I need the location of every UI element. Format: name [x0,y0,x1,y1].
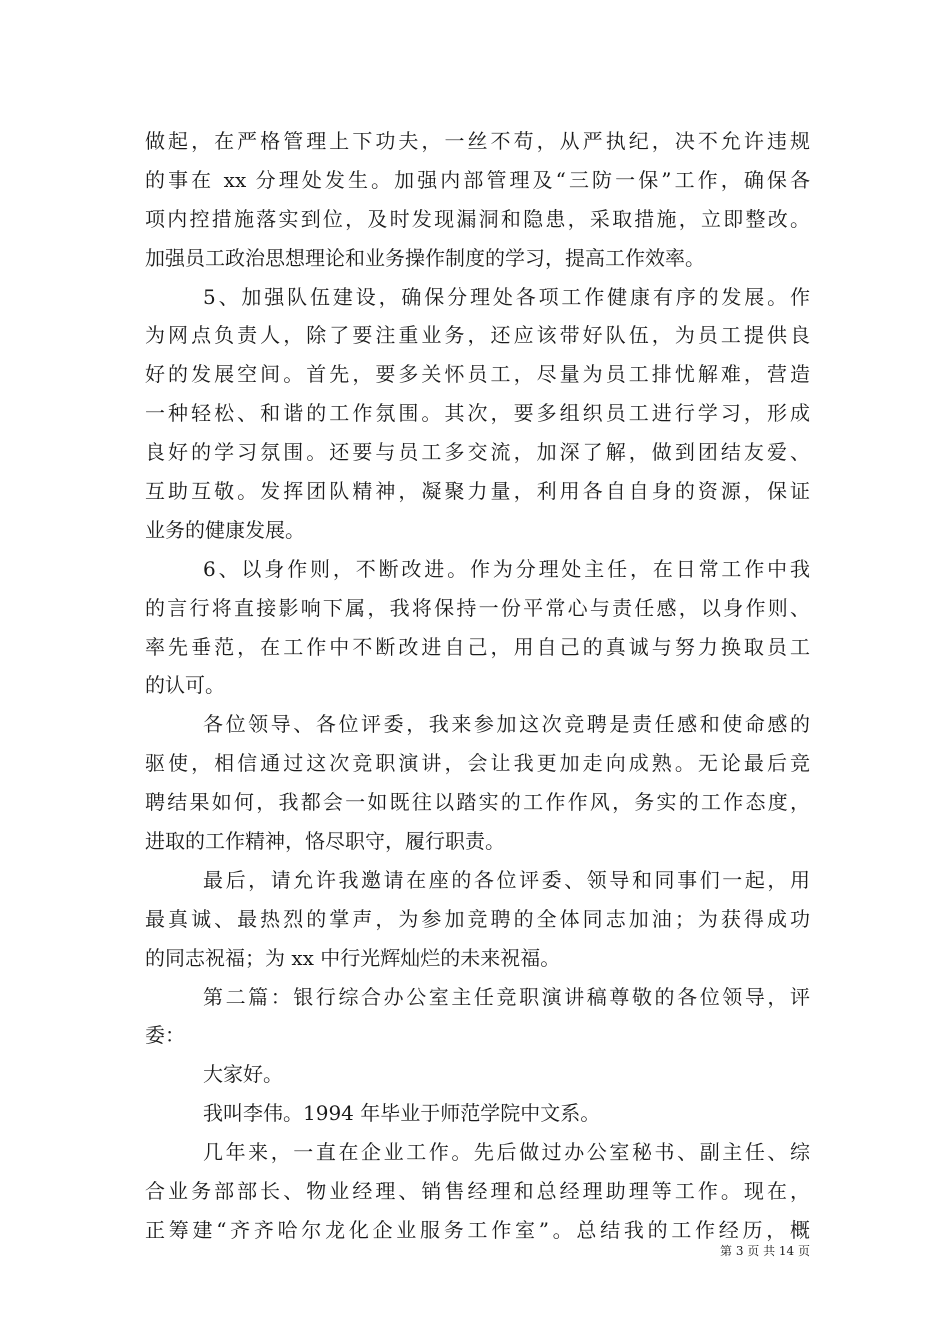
text-line: 为网点负责人，除了要注重业务，还应该带好队伍，为员工提供良 [145,323,810,348]
page-number-footer: 第 3 页 共 14 页 [720,1244,810,1258]
text-line: 业务的健康发展。 [145,517,305,542]
text-line: 好的发展空间。首先，要多关怀员工，尽量为员工排忧解难，营造 [145,362,810,387]
text-line: 做起，在严格管理上下功夫，一丝不苟，从严执纪，决不允许违规 [145,129,810,153]
text-line: 进取的工作精神，恪尽职守，履行职责。 [145,829,505,854]
text-line: 聘结果如何，我都会一如既往以踏实的工作作风，务实的工作态度， [145,790,810,815]
text-line: 项内控措施落实到位，及时发现漏洞和隐患，采取措施，立即整改。 [145,206,810,231]
text-line: 5、加强队伍建设，确保分理处各项工作健康有序的发展。作 [203,284,810,309]
text-line: 第二篇：银行综合办公室主任竞职演讲稿尊敬的各位领导，评 [203,984,810,1009]
text-line: 几年来，一直在企业工作。先后做过办公室秘书、副主任、综 [203,1140,810,1165]
document-body [145,122,810,1250]
text-line: 各位领导、各位评委，我来参加这次竞聘是责任感和使命感的 [203,712,810,737]
text-line: 最后，请允许我邀请在座的各位评委、领导和同事们一起，用 [203,867,810,892]
text-line: 的事在 xx 分理处发生。加强内部管理及“三防一保”工作，确保各 [145,167,810,192]
text-line: 加强员工政治思想理论和业务操作制度的学习，提高工作效率。 [145,245,705,270]
text-line: 良好的学习氛围。还要与员工多交流，加深了解，做到团结友爱、 [145,440,810,465]
text-line: 大家好。 [203,1062,283,1087]
text-line: 我叫李伟。1994 年毕业于师范学院中文系。 [203,1101,601,1126]
text-line: 委： [145,1023,185,1048]
text-line: 一种轻松、和谐的工作氛围。其次，要多组织员工进行学习，形成 [145,401,810,426]
text-line: 驱使，相信通过这次竞职演讲，会让我更加走向成熟。无论最后竞 [145,751,810,776]
text-line: 的认可。 [145,673,225,698]
text-line: 的言行将直接影响下属，我将保持一份平常心与责任感，以身作则、 [145,595,810,620]
text-line: 率先垂范，在工作中不断改进自己，用自己的真诚与努力换取员工 [145,634,810,659]
text-line: 最真诚、最热烈的掌声，为参加竞聘的全体同志加油；为获得成功 [145,906,810,931]
text-line: 互助互敬。发挥团队精神，凝聚力量，利用各自自身的资源，保证 [145,479,810,504]
text-line: 合业务部部长、物业经理、销售经理和总经理助理等工作。现在， [145,1179,810,1204]
text-line: 正筹建“齐齐哈尔龙化企业服务工作室”。总结我的工作经历，概 [145,1217,810,1242]
text-line: 6、以身作则，不断改进。作为分理处主任，在日常工作中我 [203,556,810,581]
text-line: 的同志祝福；为 xx 中行光辉灿烂的未来祝福。 [145,945,561,970]
